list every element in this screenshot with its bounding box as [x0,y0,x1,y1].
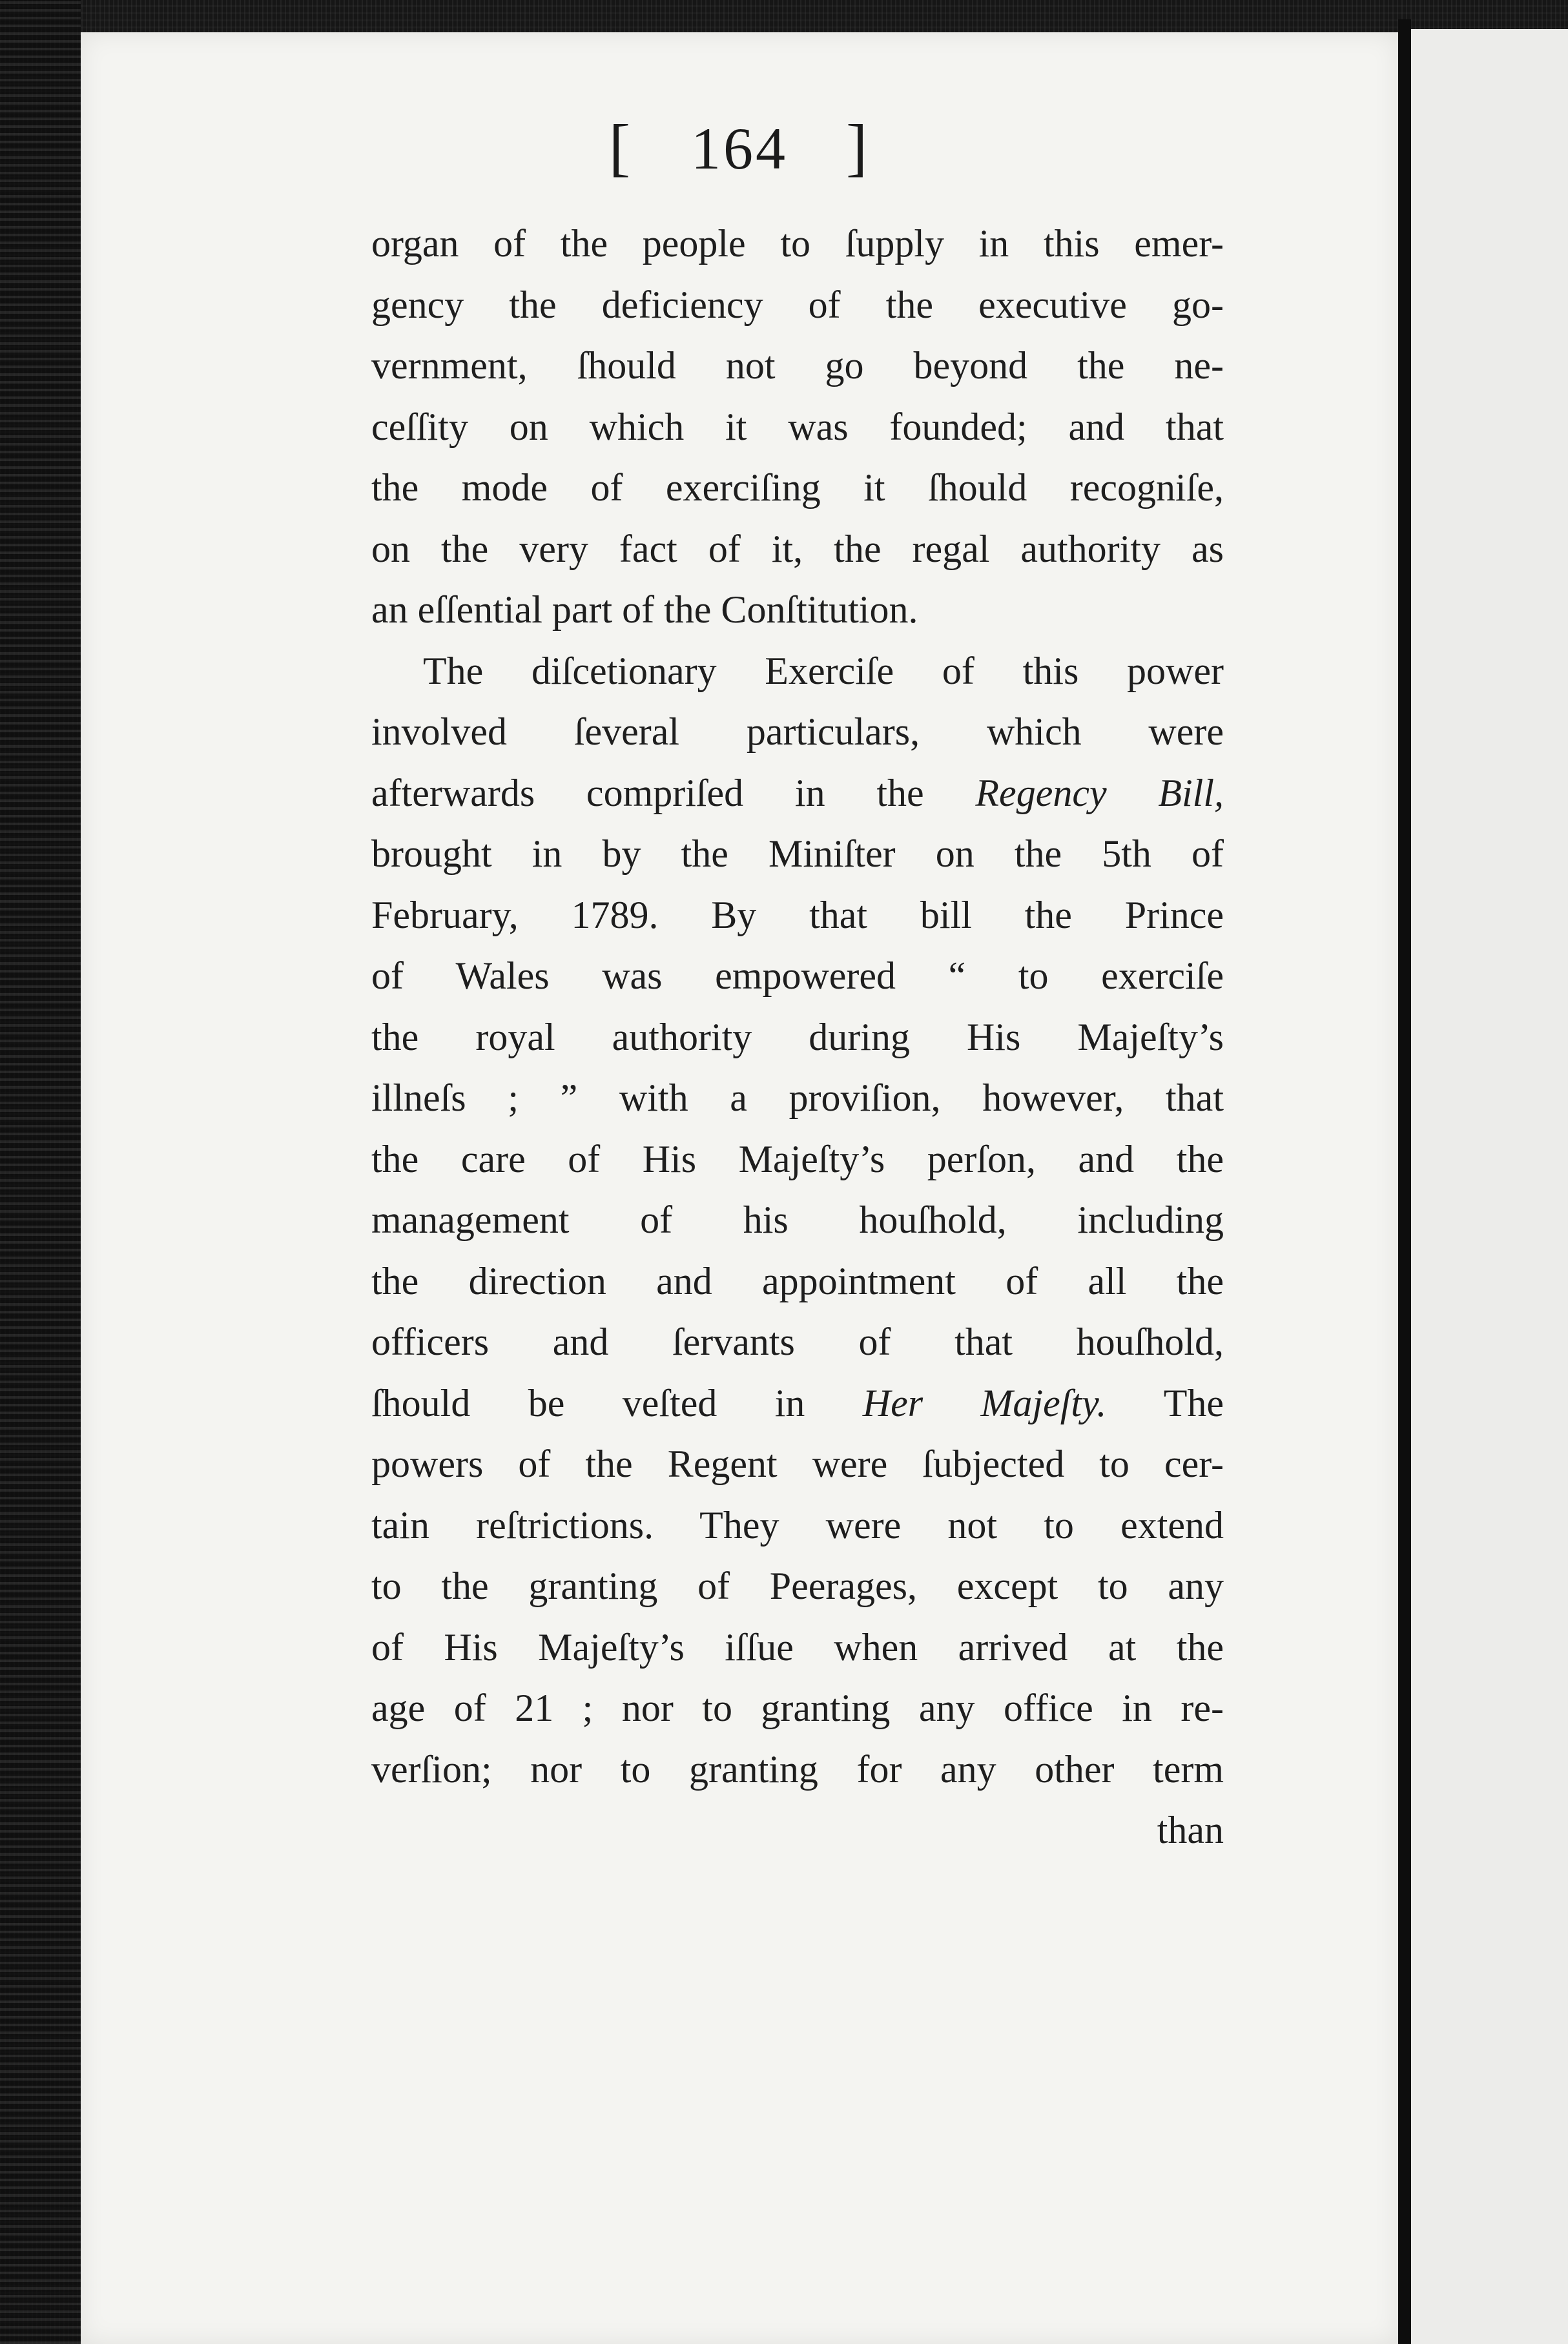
header-left-bracket: [ [608,111,633,183]
text-run: gency the deficiency of the executive go- [371,283,1224,326]
text-run: The [1106,1381,1224,1424]
text-line [371,519,1224,580]
text-line [371,823,1224,885]
text-run: The diſcetionary Exerciſe of this power [423,649,1224,692]
text-run: the royal authority during His Majeſty’s [371,1015,1224,1058]
text-run: than [1157,1809,1224,1851]
text-run: officers and ſervants of that houſhold, [371,1321,1224,1363]
text-run: February, 1789. By that bill the Prince [371,893,1224,936]
page-number: 164 [691,116,788,181]
text-line [371,335,1224,396]
text-line [371,1556,1224,1617]
text-line [371,396,1224,458]
text-line [371,641,1224,702]
text-line [371,1007,1224,1068]
text-line [371,1678,1224,1739]
text-line [371,763,1224,824]
text-line [371,1617,1224,1678]
text-line [371,1251,1224,1312]
text-run: the care of His Majeſty’s perſon, and the [371,1137,1224,1180]
text-line [371,457,1224,519]
text-line [371,1434,1224,1495]
text-line [371,1800,1224,1861]
adjacent-page-edge [1411,29,1568,2344]
text-run: ceſſity on which it was founded; and that [371,405,1224,448]
text-run: management of his houſhold, including [371,1198,1224,1241]
book-edge [0,0,81,2344]
text-line [371,1739,1224,1800]
text-run: organ of the people to ſupply in this emer- [371,222,1224,265]
text-line [371,1129,1224,1190]
text-run: powers of the Regent were ſubjected to cer- [371,1443,1224,1485]
text-line [371,945,1224,1007]
text-line [371,1495,1224,1556]
text-run: illneſs ; ” with a proviſion, however, that [371,1076,1224,1119]
italic-text: Regency Bill, [975,771,1224,814]
body-text [371,213,1224,1861]
text-line [371,274,1224,336]
text-run: tain reſtrictions. They were not to extend [371,1503,1224,1547]
text-line [371,1373,1224,1434]
text-run: verſion; nor to granting for any other term [371,1747,1224,1791]
text-line [371,1311,1224,1373]
text-run: afterwards compriſed in the [371,771,976,814]
header-right-bracket: ] [846,111,871,183]
text-run: on the very fact of it, the regal authority as [371,527,1224,570]
text-line [371,885,1224,946]
text-run: involved ſeveral particulars, which were [371,710,1224,753]
page-header [81,110,1398,184]
text-run: an eſſential part of the Conſtitution. [371,588,918,631]
text-line [371,1189,1224,1251]
text-line [371,701,1224,763]
text-line [371,579,1224,641]
text-run: of His Majeſty’s iſſue when arrived at the [371,1625,1224,1669]
text-run: vernment, ſhould not go beyond the ne- [371,344,1224,387]
text-run: to the granting of Peerages, except to any [371,1565,1224,1607]
text-run: ſhould be veſted in [371,1381,863,1424]
text-run: of Wales was empowered “ to exerciſe [371,954,1224,997]
text-run: the direction and appointment of all the [371,1259,1224,1302]
text-line [371,213,1224,274]
text-run: brought in by the Miniſter on the 5th of [371,832,1224,875]
page-gutter [1398,19,1411,2344]
text-run: age of 21 ; nor to granting any office in re- [371,1687,1224,1729]
italic-text: Her Majeſty. [862,1381,1107,1424]
text-run: the mode of exerciſing it ſhould recogniſe, [371,466,1224,509]
text-line [371,1067,1224,1129]
